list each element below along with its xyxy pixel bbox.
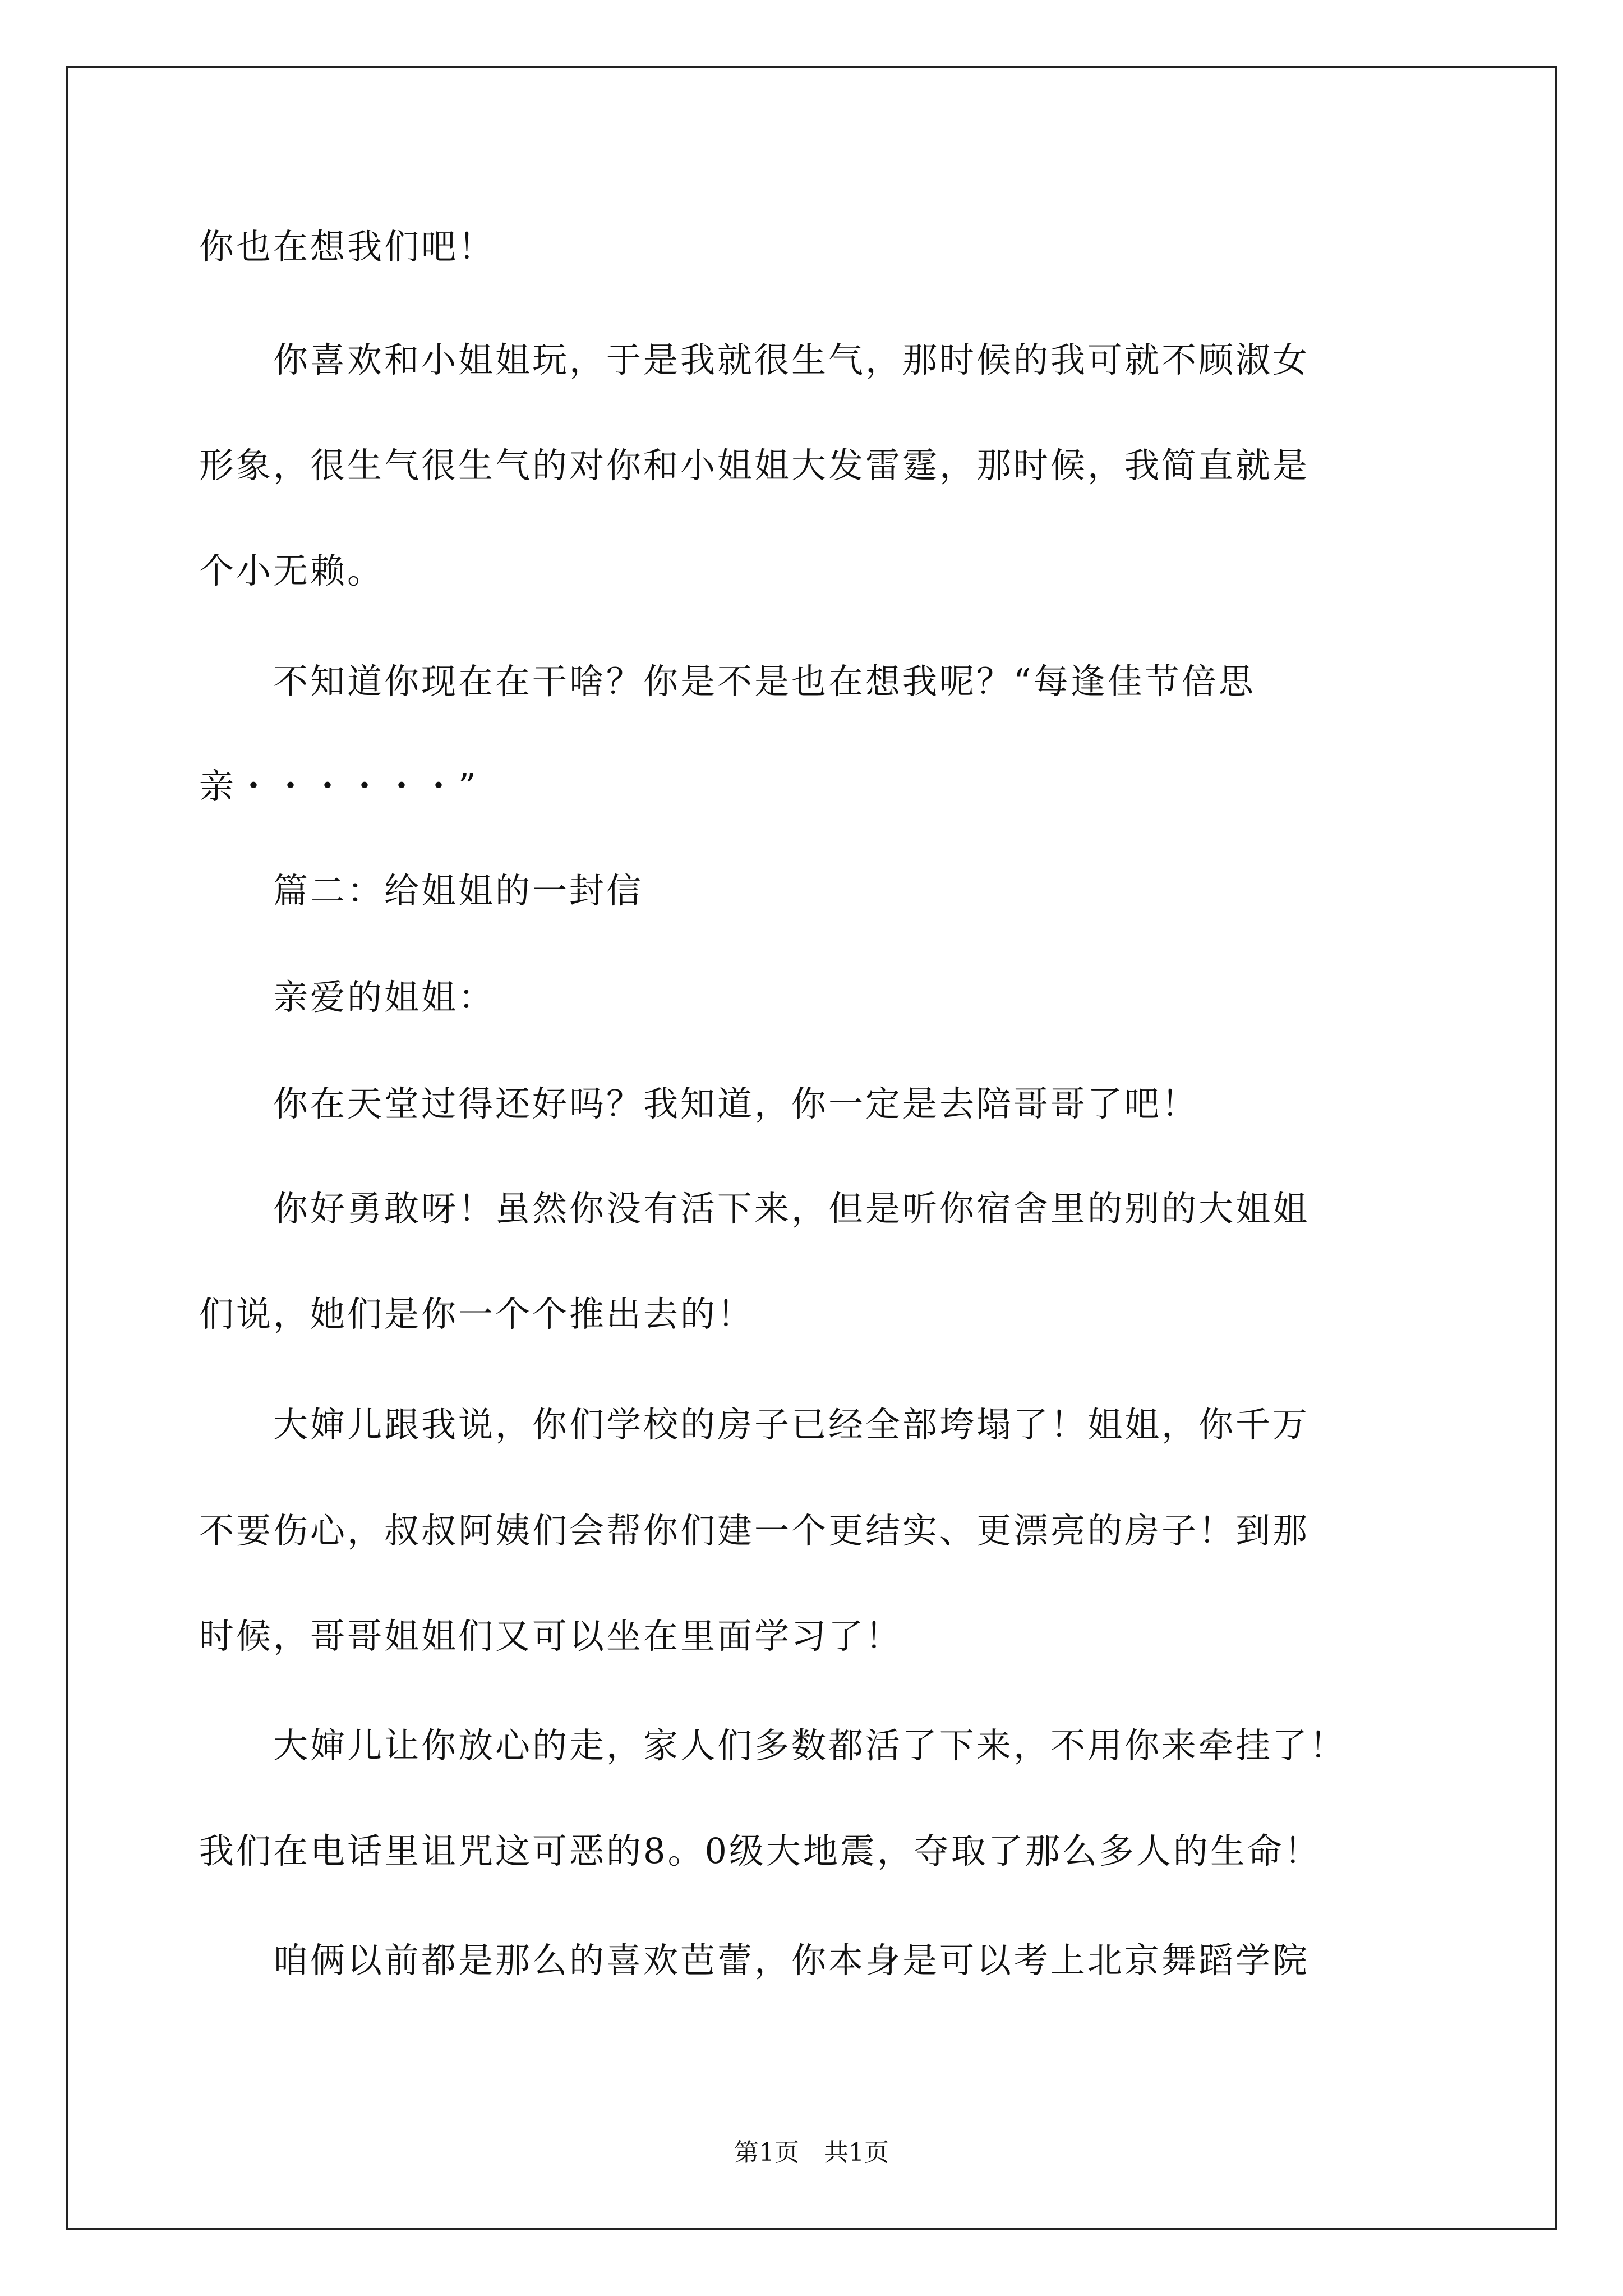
text-line: 个小无赖。 (199, 550, 385, 591)
text-line: 大婶儿跟我说，你们学校的房子已经全部垮塌了！姐姐，你千万 (199, 1404, 1310, 1445)
text-line: 你好勇敢呀！虽然你没有活下来，但是听你宿舍里的别的大姐姐 (199, 1188, 1310, 1229)
text-line: 不知道你现在在干啥？你是不是也在想我呢？“每逢佳节倍思 (199, 661, 1256, 702)
text-line: 咱俩以前都是那么的喜欢芭蕾，你本身是可以考上北京舞蹈学院 (199, 1940, 1310, 1981)
text-line: 我们在电话里诅咒这可恶的8。0级大地震，夺取了那么多人的生命！ (199, 1830, 1321, 1871)
text-line: 形象，很生气很生气的对你和小姐姐大发雷霆，那时候，我简直就是 (199, 445, 1310, 486)
text-line: 亲・・・・・・” (199, 766, 478, 807)
letter-salutation: 亲爱的姐姐： (199, 977, 496, 1018)
text-line: 你喜欢和小姐姐玩，于是我就很生气，那时候的我可就不顾淑女 (199, 339, 1310, 380)
text-line: 大婶儿让你放心的走，家人们多数都活了下来，不用你来牵挂了！ (199, 1725, 1347, 1766)
section-heading: 篇二：给姐姐的一封信 (199, 870, 644, 911)
text-line: 不要伤心，叔叔阿姨们会帮你们建一个更结实、更漂亮的房子！到那 (199, 1510, 1310, 1551)
page-number: 第1页 共1页 (734, 2138, 889, 2167)
text-line: 时候，哥哥姐姐们又可以坐在里面学习了！ (199, 1616, 903, 1657)
text-line: 你在天堂过得还好吗？我知道，你一定是去陪哥哥了吧！ (199, 1083, 1199, 1124)
page-border (66, 66, 1557, 2230)
text-line: 你也在想我们吧！ (199, 226, 496, 267)
text-line: 们说，她们是你一个个推出去的！ (199, 1294, 755, 1335)
